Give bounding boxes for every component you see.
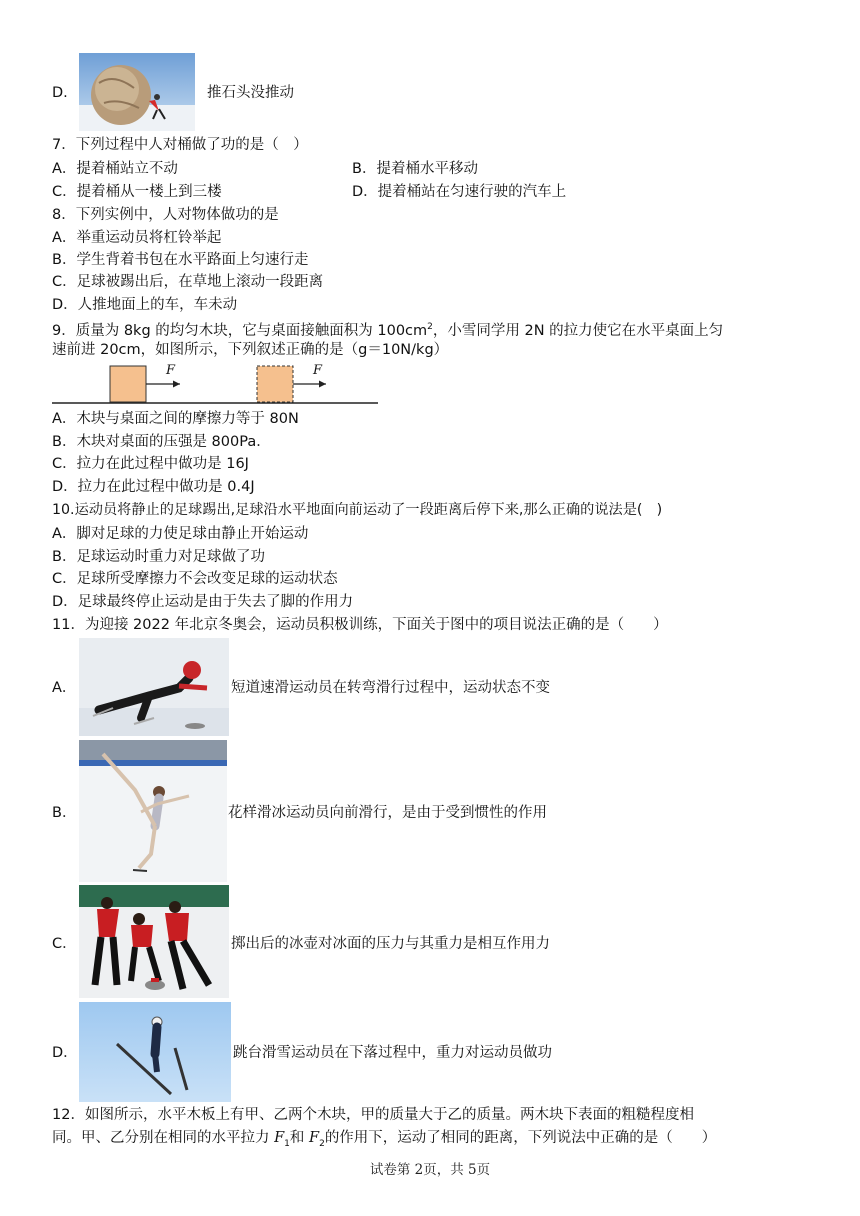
q9-option-d: D．拉力在此过程中做功是 0.4J <box>52 479 255 495</box>
q11-option-d-text: 跳台滑雪运动员在下落过程中，重力对运动员做功 <box>233 1045 552 1061</box>
q6-option-d-text: 推石头没推动 <box>207 85 294 101</box>
q9-option-c: C．拉力在此过程中做功是 16J <box>52 456 249 472</box>
q12-stem-line2-post: 的作用下，运动了相同的距离，下列说法中正确的是（ ） <box>324 1130 717 1146</box>
q8-option-d: D．人推地面上的车，车未动 <box>52 297 238 313</box>
figure-skating-photo <box>79 740 227 882</box>
q12-force-f2-sub: 2 <box>319 1138 325 1149</box>
q11-option-b-label: B． <box>52 805 77 821</box>
q9-stem-line1-post: ，小雪同学用 2N 的拉力使它在水平桌面上匀 <box>432 322 724 339</box>
q11-option-a-label: A． <box>52 680 77 696</box>
q11-option-b-text: 花样滑冰运动员向前滑行，是由于受到惯性的作用 <box>228 805 547 821</box>
q10-option-c: C．足球所受摩擦力不会改变足球的运动状态 <box>52 571 338 587</box>
q11-option-c-label: C． <box>52 936 77 952</box>
q11-stem: 11．为迎接 2022 年北京冬奥会，运动员积极训练，下面关于图中的项目说法正确的是（ ） <box>52 617 668 633</box>
q6-option-d-label: D. <box>52 85 68 101</box>
q9-stem-line1-pre: 9．质量为 8kg 的均匀木块，它与桌面接触面积为 100cm <box>52 322 428 339</box>
q11-option-c-text: 掷出后的冰壶对冰面的压力与其重力是相互作用力 <box>231 936 550 952</box>
q8-stem: 8．下列实例中，人对物体做功的是 <box>52 207 279 223</box>
page-footer: 试卷第 2页，共 5页 <box>369 1162 491 1178</box>
q8-option-c: C．足球被踢出后，在草地上滚动一段距离 <box>52 274 324 290</box>
speed-skating-photo <box>79 638 229 736</box>
q8-option-b: B．学生背着书包在水平路面上匀速行走 <box>52 252 309 268</box>
rock-push-photo <box>79 53 195 131</box>
q10-option-a: A．脚对足球的力使足球由静止开始运动 <box>52 526 309 542</box>
q9-stem-line1 <box>52 316 723 342</box>
q8-option-a: A．举重运动员将杠铃举起 <box>52 230 222 246</box>
q9-force-label-2: F <box>313 363 323 378</box>
q11-option-a-text: 短道速滑运动员在转弯滑行过程中，运动状态不变 <box>231 680 550 696</box>
q7-option-c: C．提着桶从一楼上到三楼 <box>52 184 222 200</box>
q12-stem-line2 <box>52 1127 716 1155</box>
q10-stem: 10.运动员将静止的足球踢出,足球沿水平地面向前运动了一段距离后停下来,那么正确的说法是( ) <box>52 502 663 518</box>
q12-stem-line2-pre: 同。甲、乙分别在相同的水平拉力 <box>52 1130 275 1146</box>
q9-area-exponent: 2 <box>427 322 433 332</box>
q7-stem: 7．下列过程中人对桶做了功的是（ ） <box>52 137 308 153</box>
q9-force-label-1: F <box>166 363 176 378</box>
q7-option-d: D．提着桶站在匀速行驶的汽车上 <box>352 184 567 200</box>
curling-photo <box>79 885 229 998</box>
q12-force-f1-sub: 1 <box>284 1138 290 1149</box>
q12-stem-line2-mid: 和 <box>289 1130 310 1146</box>
q10-option-d: D．足球最终停止运动是由于失去了脚的作用力 <box>52 594 354 610</box>
q12-force-f2: F <box>309 1130 320 1146</box>
ski-jumping-photo <box>79 1002 231 1102</box>
q9-option-b: B．木块对桌面的压强是 800Pa． <box>52 434 271 450</box>
q9-stem-line2: 速前进 20cm，如图所示，下列叙述正确的是（g＝10N/kg） <box>52 342 449 358</box>
q12-stem-line1: 12．如图所示，水平木板上有甲、乙两个木块，甲的质量大于乙的质量。两木块下表面的粗糙程度相 <box>52 1107 694 1123</box>
q7-option-b: B．提着桶水平移动 <box>352 161 478 177</box>
q9-option-a: A．木块与桌面之间的摩擦力等于 80N <box>52 411 299 427</box>
q10-option-b: B．足球运动时重力对足球做了功 <box>52 549 265 565</box>
q12-force-f1: F <box>274 1130 285 1146</box>
q11-option-d-label: D． <box>52 1045 78 1061</box>
q9-block-diagram <box>52 362 382 408</box>
q7-option-a: A．提着桶站立不动 <box>52 161 178 177</box>
